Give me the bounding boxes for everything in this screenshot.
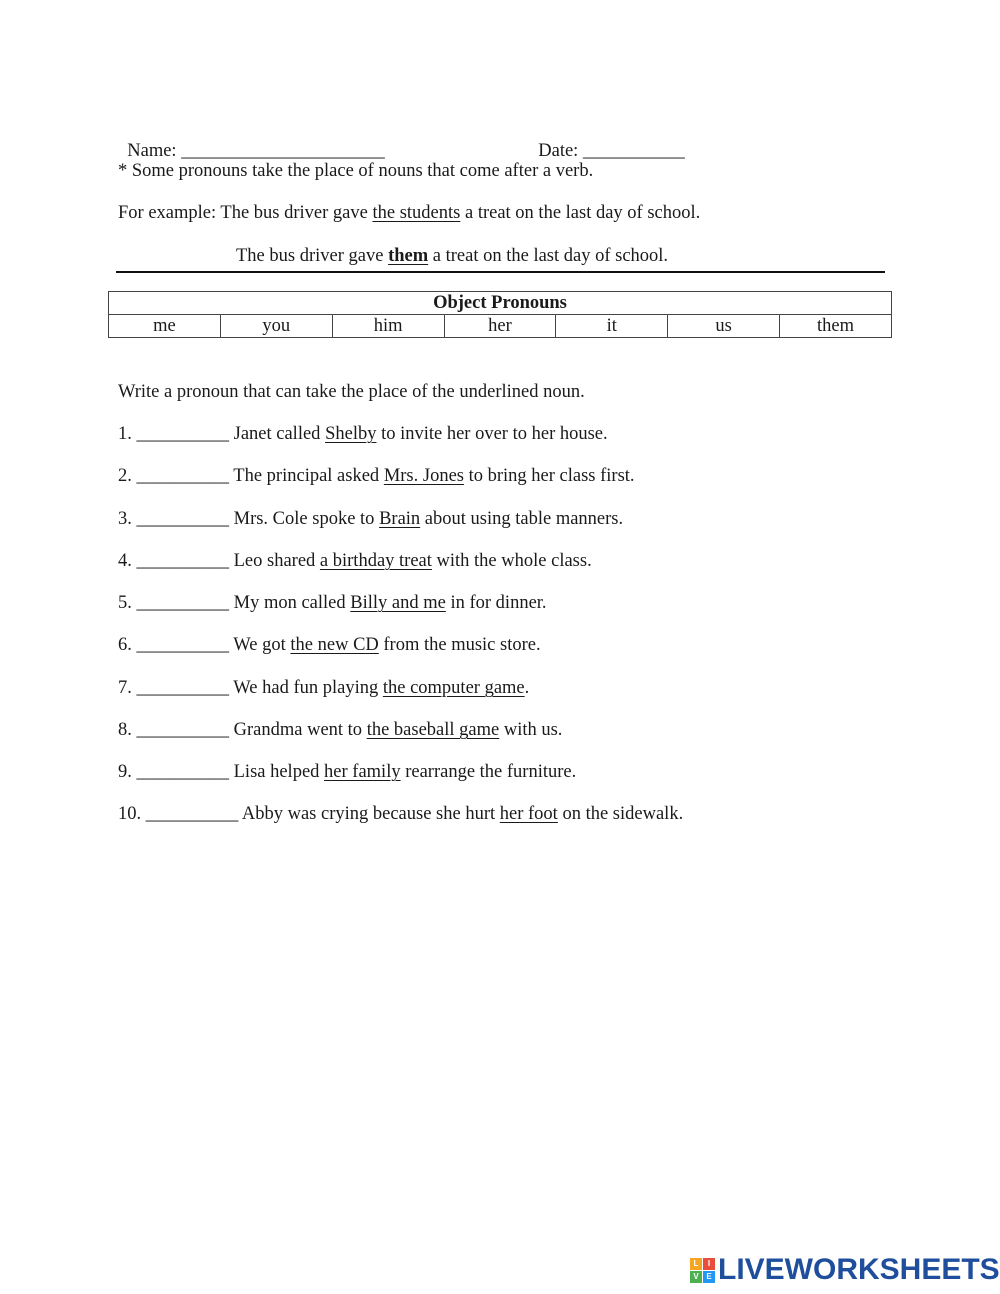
underlined-noun: Brain (379, 509, 421, 529)
logo-letter: I (703, 1258, 715, 1270)
question-10 (118, 803, 683, 825)
question-number: 6. (118, 635, 132, 655)
question-text: about using table manners. (420, 509, 624, 529)
answer-blank[interactable]: __________ (136, 466, 229, 486)
question-text: to invite her over to her house. (376, 424, 608, 444)
pronoun-cell: you (220, 315, 332, 338)
question-number: 5. (118, 593, 132, 613)
question-text: with us. (499, 720, 563, 740)
answer-blank[interactable]: __________ (145, 804, 239, 824)
pronoun-cell: it (556, 315, 668, 338)
question-number: 8. (118, 720, 132, 740)
question-text: We had fun playing (233, 678, 383, 698)
instructions: Write a pronoun that can take the place of the underlined noun. (118, 382, 585, 402)
pronoun-cell: me (109, 315, 221, 338)
question-9 (118, 761, 576, 783)
pronoun-cell: him (332, 315, 444, 338)
example-replaced-sentence (236, 245, 668, 267)
answer-blank[interactable]: __________ (136, 551, 229, 571)
name-label: Name: (127, 141, 177, 161)
pronoun-note: * Some pronouns take the place of nouns that come after a verb. (118, 161, 594, 181)
object-pronouns-table (108, 291, 892, 338)
underlined-noun: her foot (499, 804, 558, 824)
question-3 (118, 508, 623, 530)
question-7 (118, 677, 529, 699)
date-blank[interactable]: ___________ (582, 141, 685, 161)
logo-letter: V (690, 1271, 702, 1283)
underlined-noun: the new CD (290, 635, 379, 655)
question-text: Lisa helped (233, 762, 325, 782)
question-text: Mrs. Cole spoke to (233, 509, 380, 529)
question-text: Leo shared (233, 551, 320, 571)
table-title: Object Pronouns (109, 292, 892, 315)
question-8 (118, 719, 562, 741)
question-number: 2. (118, 466, 132, 486)
question-text: . (524, 678, 530, 698)
question-4 (118, 550, 592, 572)
underlined-noun: a birthday treat (319, 551, 432, 571)
question-text: Grandma went to (233, 720, 367, 740)
question-6 (118, 634, 541, 656)
example-sentence (118, 202, 700, 224)
example-noun: the students (372, 203, 461, 223)
example2-suffix: a treat on the last day of school. (428, 246, 669, 266)
question-number: 9. (118, 762, 132, 782)
pronoun-cell: her (444, 315, 556, 338)
question-5 (118, 592, 547, 614)
logo-mark-icon (690, 1258, 715, 1283)
example-prefix: For example: The bus driver gave (118, 203, 373, 223)
question-number: 7. (118, 678, 132, 698)
underlined-noun: the computer game (382, 678, 525, 698)
underlined-noun: the baseball game (366, 720, 500, 740)
question-text: Abby was crying because she hurt (241, 804, 500, 824)
answer-blank[interactable]: __________ (136, 678, 229, 698)
date-field (529, 118, 685, 162)
question-text: with the whole class. (431, 551, 592, 571)
question-text: to bring her class first. (463, 466, 635, 486)
question-text: rearrange the furniture. (400, 762, 577, 782)
question-number: 3. (118, 509, 132, 529)
divider (116, 271, 885, 273)
question-number: 4. (118, 551, 132, 571)
question-text: We got (233, 635, 291, 655)
underlined-noun: her family (324, 762, 401, 782)
example2-pronoun: them (388, 246, 429, 266)
question-text: in for dinner. (445, 593, 547, 613)
question-text: The principal asked (233, 466, 384, 486)
pronoun-cell: us (668, 315, 780, 338)
question-2 (118, 465, 635, 487)
underlined-noun: Billy and me (350, 593, 446, 613)
question-text: Janet called (233, 424, 326, 444)
answer-blank[interactable]: __________ (136, 762, 229, 782)
table-row (109, 315, 892, 338)
question-1 (118, 423, 608, 445)
answer-blank[interactable]: __________ (136, 509, 229, 529)
question-number: 10. (118, 804, 142, 824)
question-text: My mon called (233, 593, 351, 613)
underlined-noun: Mrs. Jones (383, 466, 464, 486)
pronoun-cell: them (780, 315, 892, 338)
logo-letter: L (690, 1258, 702, 1270)
answer-blank[interactable]: __________ (136, 593, 229, 613)
logo-letter: E (703, 1271, 715, 1283)
example2-prefix: The bus driver gave (236, 246, 389, 266)
name-blank[interactable]: ______________________ (181, 141, 385, 161)
question-text: from the music store. (378, 635, 541, 655)
answer-blank[interactable]: __________ (136, 635, 229, 655)
logo-text: LIVEWORKSHEETS (718, 1253, 1000, 1286)
name-date-line (118, 118, 385, 162)
example-suffix: a treat on the last day of school. (460, 203, 701, 223)
answer-blank[interactable]: __________ (136, 424, 229, 444)
liveworksheets-logo (690, 1254, 1000, 1286)
answer-blank[interactable]: __________ (136, 720, 229, 740)
underlined-noun: Shelby (325, 424, 377, 444)
question-text: on the sidewalk. (557, 804, 684, 824)
question-number: 1. (118, 424, 132, 444)
date-label: Date: (538, 141, 579, 161)
